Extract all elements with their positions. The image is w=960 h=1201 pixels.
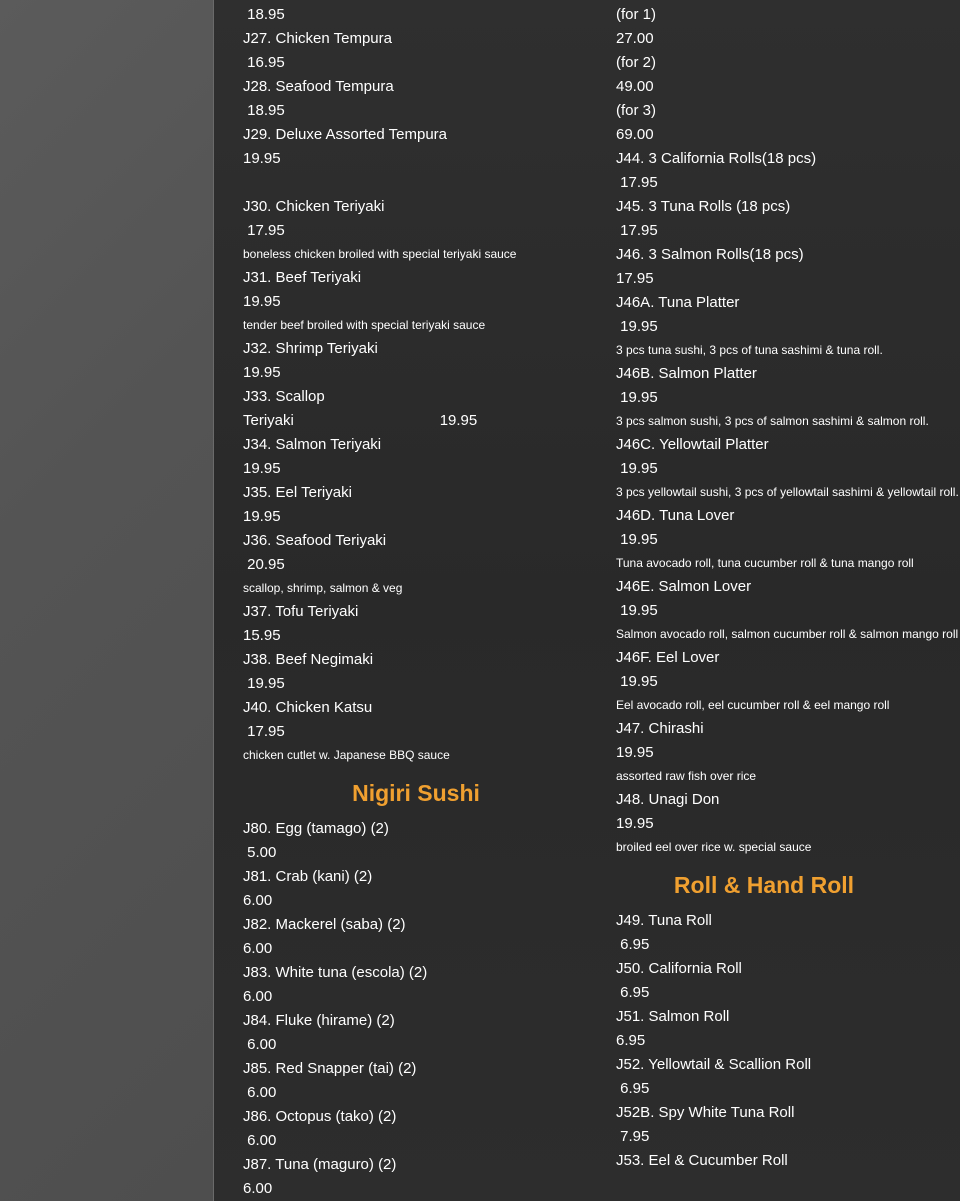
item-price: 6.95 xyxy=(616,1080,650,1097)
item-description: Salmon avocado roll, salmon cucumber roll & salmon mango roll xyxy=(616,627,959,641)
item-price: 19.95 xyxy=(243,460,281,477)
item-name: J48. Unagi Don xyxy=(616,791,720,808)
item-name: J49. Tuna Roll xyxy=(616,912,712,929)
item-price: 15.95 xyxy=(243,627,281,644)
item-name: J46B. Salmon Platter xyxy=(616,365,757,382)
item-name: J81. Crab (kani) (2) xyxy=(243,868,373,885)
item-description: Eel avocado roll, eel cucumber roll & eel mango roll xyxy=(616,698,890,712)
item-price: 19.95 xyxy=(243,150,281,167)
section-heading: Nigiri Sushi xyxy=(352,780,480,806)
item-description: assorted raw fish over rice xyxy=(616,769,757,783)
item-name: J46A. Tuna Platter xyxy=(616,294,740,311)
item-name: J46C. Yellowtail Platter xyxy=(616,436,769,453)
item-description: Tuna avocado roll, tuna cucumber roll & tuna mango roll xyxy=(616,556,914,570)
item-name: J34. Salmon Teriyaki xyxy=(243,436,382,453)
item-name: J46F. Eel Lover xyxy=(616,649,720,666)
item-name: J80. Egg (tamago) (2) xyxy=(243,820,389,837)
item-name: J52B. Spy White Tuna Roll xyxy=(616,1104,795,1121)
item-price: 20.95 xyxy=(243,556,285,573)
item-price: 17.95 xyxy=(616,270,654,287)
item-name: J40. Chicken Katsu xyxy=(243,699,373,716)
item-price: 19.95 xyxy=(243,293,281,310)
item-name: J82. Mackerel (saba) (2) xyxy=(243,916,406,933)
item-description: boneless chicken broiled with special teriyaki sauce xyxy=(243,247,517,261)
item-name: J27. Chicken Tempura xyxy=(243,30,392,47)
item-price: 27.00 xyxy=(616,30,654,47)
item-price: 19.95 xyxy=(616,389,658,406)
item-price: 6.95 xyxy=(616,984,650,1001)
item-name: J84. Fluke (hirame) (2) xyxy=(243,1012,395,1029)
item-name: J47. Chirashi xyxy=(616,720,704,737)
item-name: J46. 3 Salmon Rolls(18 pcs) xyxy=(616,246,804,263)
item-price: 19.95 xyxy=(243,364,281,381)
item-name: J50. California Roll xyxy=(616,960,742,977)
item-description: chicken cutlet w. Japanese BBQ sauce xyxy=(243,748,450,762)
item-price: 6.00 xyxy=(243,940,273,957)
item-price: (for 2) xyxy=(616,54,657,71)
item-name: J37. Tofu Teriyaki xyxy=(243,603,359,620)
item-price: 18.95 xyxy=(243,102,285,119)
blank-line xyxy=(243,171,573,195)
item-price: 7.95 xyxy=(616,1128,650,1145)
item-price: 6.00 xyxy=(243,892,273,909)
item-price: 6.95 xyxy=(616,1032,646,1049)
item-name: J32. Shrimp Teriyaki xyxy=(243,340,378,357)
item-price: 6.00 xyxy=(243,1036,277,1053)
item-price: 19.95 xyxy=(616,602,658,619)
sidebar-panel xyxy=(0,0,214,1201)
item-price: 18.95 xyxy=(243,6,285,23)
item-name: J31. Beef Teriyaki xyxy=(243,269,362,286)
item-description: 3 pcs tuna sushi, 3 pcs of tuna sashimi & tuna roll. xyxy=(616,343,883,357)
item-name: J46D. Tuna Lover xyxy=(616,507,735,524)
item-price: (for 3) xyxy=(616,102,657,119)
item-price: 17.95 xyxy=(616,174,658,191)
item-price: 19.95 xyxy=(616,744,654,761)
item-price: 6.00 xyxy=(243,1180,273,1197)
item-price: (for 1) xyxy=(616,6,657,23)
item-price: 6.00 xyxy=(243,1084,277,1101)
section-heading: Roll & Hand Roll xyxy=(673,872,855,898)
item-price: 19.95 xyxy=(616,531,658,548)
item-description: scallop, shrimp, salmon & veg xyxy=(243,581,403,595)
item-price: 17.95 xyxy=(616,222,658,239)
item-price: 69.00 xyxy=(616,126,654,143)
item-name: J52. Yellowtail & Scallion Roll xyxy=(616,1056,812,1073)
item-price: 19.95 xyxy=(243,675,285,692)
item-price: 19.95 xyxy=(243,508,281,525)
item-price: 5.00 xyxy=(243,844,277,861)
item-name: J53. Eel & Cucumber Roll xyxy=(616,1152,788,1169)
item-name: J83. White tuna (escola) (2) xyxy=(243,964,428,981)
menu-column-right xyxy=(616,3,960,1173)
item-description: broiled eel over rice w. special sauce xyxy=(616,840,812,854)
item-name: J46E. Salmon Lover xyxy=(616,578,752,595)
item-name: J28. Seafood Tempura xyxy=(243,78,394,95)
item-description: 3 pcs yellowtail sushi, 3 pcs of yellowtail sashimi & yellowtail roll. xyxy=(616,485,959,499)
item-price: 17.95 xyxy=(243,222,285,239)
item-name: J86. Octopus (tako) (2) xyxy=(243,1108,397,1125)
item-name: J30. Chicken Teriyaki xyxy=(243,198,385,215)
item-name: J45. 3 Tuna Rolls (18 pcs) xyxy=(616,198,791,215)
item-name: J33. Scallop xyxy=(243,388,325,405)
item-name: J44. 3 California Rolls(18 pcs) xyxy=(616,150,817,167)
item-name: J87. Tuna (maguro) (2) xyxy=(243,1156,397,1173)
item-name: J35. Eel Teriyaki xyxy=(243,484,352,501)
item-price: 49.00 xyxy=(616,78,654,95)
item-price: 19.95 xyxy=(616,673,658,690)
item-price: 19.95 xyxy=(616,815,654,832)
item-name: J85. Red Snapper (tai) (2) xyxy=(243,1060,417,1077)
item-name: J36. Seafood Teriyaki xyxy=(243,532,387,549)
item-name: J51. Salmon Roll xyxy=(616,1008,730,1025)
item-price: 19.95 xyxy=(616,460,658,477)
item-price: 19.95 xyxy=(616,318,658,335)
item-description: tender beef broiled with special teriyaki sauce xyxy=(243,318,486,332)
item-price: 6.00 xyxy=(243,1132,277,1149)
item-name: Teriyaki 19.95 xyxy=(243,412,478,429)
menu-column-left xyxy=(243,3,573,1201)
item-price: 16.95 xyxy=(243,54,285,71)
item-price: 6.00 xyxy=(243,988,273,1005)
item-description: 3 pcs salmon sushi, 3 pcs of salmon sashimi & salmon roll. xyxy=(616,414,929,428)
item-name: J38. Beef Negimaki xyxy=(243,651,374,668)
item-price: 6.95 xyxy=(616,936,650,953)
item-price: 17.95 xyxy=(243,723,285,740)
item-name: J29. Deluxe Assorted Tempura xyxy=(243,126,448,143)
